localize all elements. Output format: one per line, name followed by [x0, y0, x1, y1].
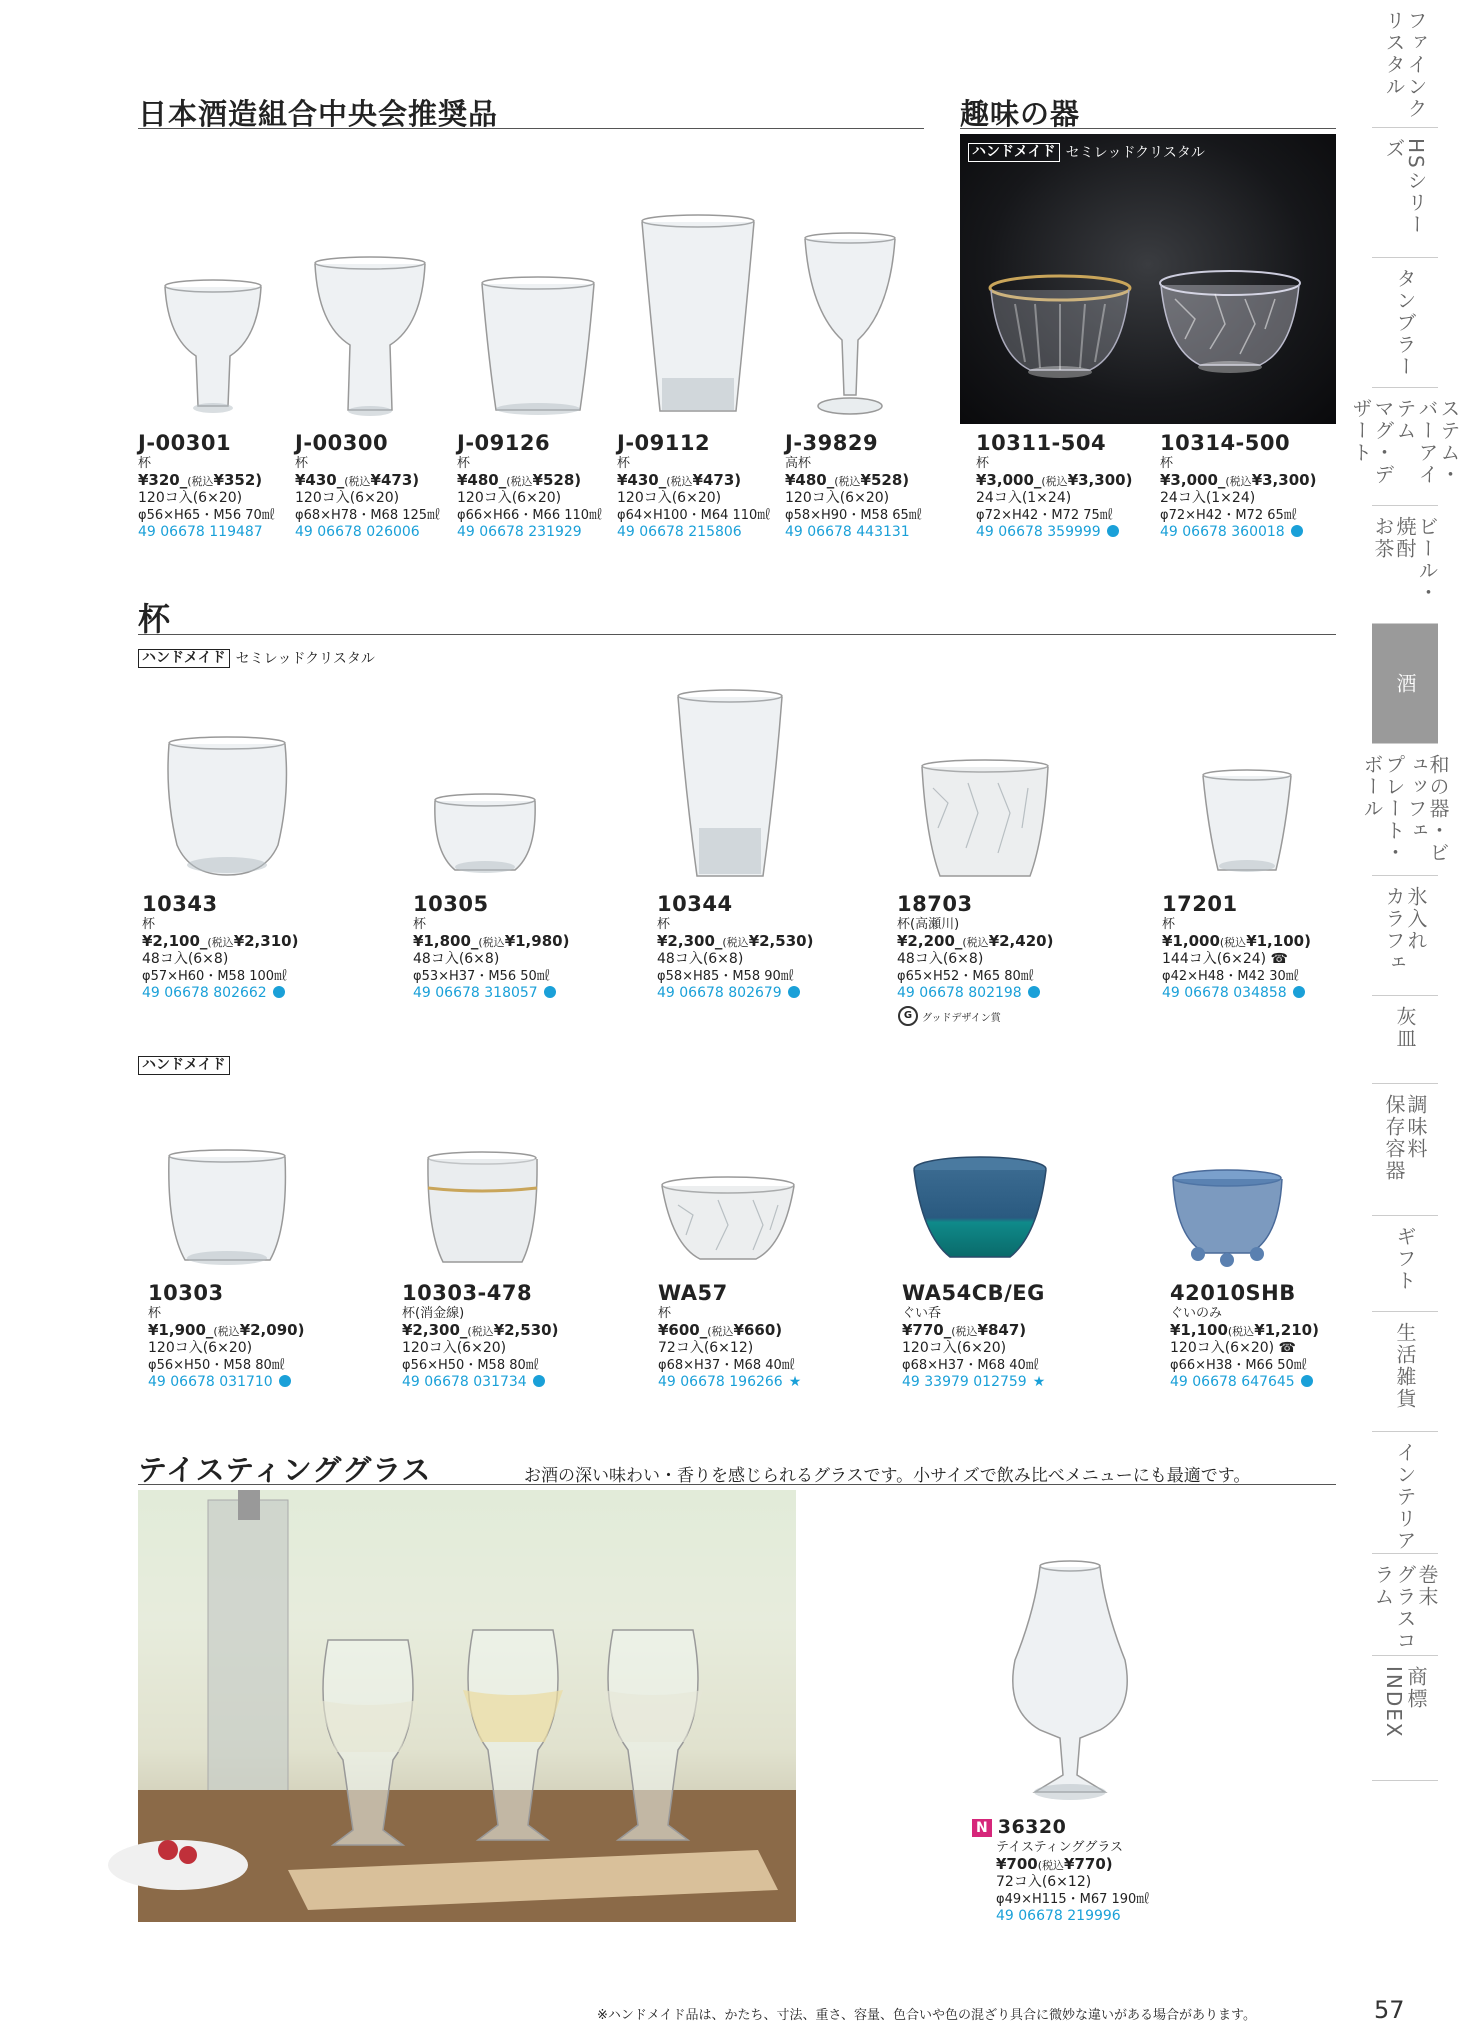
- product-quantity: 120コ入(6×20): [785, 490, 890, 506]
- product-code: J-09112: [617, 431, 711, 455]
- product-type: 杯: [413, 917, 427, 932]
- tasting-description: お酒の深い味わい・香りを感じられるグラスです。小サイズで飲み比べメニューにも最適です。: [524, 1466, 1251, 1486]
- product-code: 10303: [148, 1281, 224, 1305]
- product-dimensions: φ65×H52・M65 80㎖: [897, 969, 1034, 984]
- sake-cup-42010shb-image: [1170, 1168, 1285, 1268]
- section-rule: [960, 128, 1336, 129]
- product-price: ¥430_(税込¥473): [295, 471, 420, 489]
- stock-dot-icon: [533, 1375, 545, 1387]
- product-type: 杯: [295, 456, 309, 471]
- product-type: 杯: [976, 456, 990, 471]
- product-price: ¥770_(税込¥847): [902, 1321, 1027, 1339]
- side-tab-label: 灰皿: [1393, 1006, 1417, 1050]
- sake-cup-wa54cb-eg-image: [910, 1155, 1050, 1265]
- section-title-recommended: 日本酒造組合中央会推奨品: [138, 97, 499, 131]
- side-tab[interactable]: [1372, 506, 1438, 624]
- sake-cup-10344-image: [675, 688, 785, 883]
- good-design-icon: G: [898, 1006, 918, 1026]
- side-tab[interactable]: [1372, 1554, 1438, 1656]
- handmade-semi-lead-badge: ハンドメイド セミレッドクリスタル: [138, 648, 375, 668]
- product-type: テイスティンググラス: [996, 1840, 1124, 1855]
- sake-cup-10303-image: [165, 1148, 290, 1270]
- product-code: J-00300: [295, 431, 389, 455]
- product-price: ¥1,800_(税込¥1,980): [413, 932, 570, 950]
- product-jan-code: 49 06678 802198: [897, 985, 1053, 1002]
- product-dimensions: φ56×H65・M56 70㎖: [138, 508, 275, 523]
- good-design-award: G グッドデザイン賞: [898, 1006, 1001, 1026]
- product-price: ¥1,000(税込¥1,100): [1162, 932, 1311, 950]
- product-type: 杯: [457, 456, 471, 471]
- side-tab-label: 氷入れ カラフェ: [1382, 886, 1428, 974]
- product-jan-code: 49 06678 802679: [657, 985, 813, 1002]
- product-card: [902, 1282, 1045, 1391]
- product-jan-code: 49 06678 318057: [413, 985, 569, 1002]
- stock-dot-icon: [279, 1375, 291, 1387]
- product-quantity: 120コ入(6×20): [902, 1340, 1007, 1356]
- side-tab[interactable]: [1372, 1656, 1438, 1781]
- section-rule: [138, 128, 924, 129]
- product-dimensions: φ66×H38・M66 50㎖: [1170, 1358, 1307, 1373]
- product-jan-code: 49 06678 802662: [142, 985, 298, 1002]
- tasting-scene-illustration: [138, 1490, 796, 1922]
- product-type: 杯: [138, 456, 152, 471]
- sake-cup-17201-image: [1200, 768, 1295, 878]
- product-card: [413, 893, 569, 1002]
- product-price: ¥2,100_(税込¥2,310): [142, 932, 299, 950]
- product-price: ¥600_(税込¥660): [658, 1321, 783, 1339]
- product-card: [1160, 432, 1316, 541]
- stock-dot-icon: [1291, 525, 1303, 537]
- product-quantity: 48コ入(6×8): [657, 951, 744, 967]
- star-icon: ★: [788, 1374, 802, 1390]
- section-title-tasting: テイスティンググラス: [138, 1453, 432, 1487]
- product-code: WA57: [658, 1281, 728, 1305]
- product-dimensions: φ57×H60・M58 100㎖: [142, 969, 288, 984]
- product-price: ¥320_(税込¥352): [138, 471, 263, 489]
- product-code: J-09126: [457, 431, 551, 455]
- product-quantity: 72コ入(6×12): [996, 1874, 1092, 1890]
- handmade-badge: ハンドメイド セミレッドクリスタル: [968, 142, 1205, 162]
- side-tab[interactable]: [1372, 258, 1438, 388]
- product-card: [658, 1282, 801, 1391]
- product-card: [897, 893, 1053, 1002]
- product-code: 18703: [897, 892, 973, 916]
- product-jan-code: 49 06678 360018: [1160, 524, 1316, 541]
- product-card: [402, 1282, 558, 1391]
- product-code: 10314-500: [1160, 431, 1291, 455]
- side-tab-label: ギフト: [1393, 1226, 1417, 1292]
- handmade-badge: ハンドメイド: [138, 1056, 230, 1075]
- product-type: 杯: [1162, 917, 1176, 932]
- product-card: [138, 432, 275, 541]
- product-price: ¥1,900_(税込¥2,090): [148, 1321, 305, 1339]
- product-price: ¥3,000_(税込¥3,300): [976, 471, 1133, 489]
- product-jan-code: 49 06678 034858: [1162, 985, 1311, 1002]
- product-quantity: 48コ入(6×8): [897, 951, 984, 967]
- product-quantity: 120コ入(6×20) ☎: [1170, 1340, 1296, 1356]
- stock-dot-icon: [1293, 986, 1305, 998]
- sake-cup-j39829-image: [800, 230, 900, 420]
- product-price: ¥2,200_(税込¥2,420): [897, 932, 1054, 950]
- product-type: 高杯: [785, 456, 812, 471]
- side-tab[interactable]: [1372, 876, 1438, 996]
- footer-note: ※ハンドメイド品は、かたち、寸法、重さ、容量、色合いや色の混ざり具合に微妙な違いがある場合があります。: [597, 2008, 1256, 2023]
- product-dimensions: φ53×H37・M56 50㎖: [413, 969, 550, 984]
- product-jan-code: 49 06678 219996: [996, 1908, 1121, 1924]
- sake-cup-j00301-image: [158, 278, 268, 418]
- product-code: 10311-504: [976, 431, 1107, 455]
- product-type: ぐい呑: [902, 1306, 942, 1321]
- product-code: 10305: [413, 892, 489, 916]
- product-type: 杯: [658, 1306, 672, 1321]
- product-card: [976, 432, 1132, 541]
- sake-cup-10303-478-image: [425, 1150, 540, 1272]
- side-tab[interactable]: [1372, 1216, 1438, 1312]
- star-icon: ★: [1032, 1374, 1046, 1390]
- side-tab-label: 商標 INDEX: [1382, 1666, 1428, 1739]
- product-36320: [972, 1816, 1149, 1925]
- product-quantity: 120コ入(6×20): [148, 1340, 253, 1356]
- product-quantity: 48コ入(6×8): [142, 951, 229, 967]
- product-dimensions: φ42×H48・M42 30㎖: [1162, 969, 1299, 984]
- product-card: [142, 893, 298, 1002]
- product-dimensions: φ68×H37・M68 40㎖: [902, 1358, 1039, 1373]
- product-quantity: 120コ入(6×20): [457, 490, 562, 506]
- product-dimensions: φ72×H42・M72 75㎖: [976, 508, 1113, 523]
- product-quantity: 144コ入(6×24) ☎: [1162, 951, 1288, 967]
- new-badge: N: [972, 1819, 992, 1837]
- product-dimensions: φ58×H85・M58 90㎖: [657, 969, 794, 984]
- side-tab[interactable]: [1349, 388, 1461, 506]
- product-price: ¥430_(税込¥473): [617, 471, 742, 489]
- product-quantity: 120コ入(6×20): [617, 490, 722, 506]
- product-jan-code: 49 06678 443131: [785, 524, 910, 540]
- hobby-photo: [960, 134, 1336, 424]
- product-jan-code: 49 06678 231929: [457, 524, 582, 540]
- side-tab-label: 生活雑貨: [1393, 1322, 1417, 1410]
- product-card: [1162, 893, 1311, 1002]
- product-dimensions: φ58×H90・M58 65㎖: [785, 508, 922, 523]
- product-type: 杯: [148, 1306, 162, 1321]
- side-tab-label: ビール・焼酎 お茶: [1371, 516, 1439, 604]
- side-tab-label: ファインクリスタル: [1382, 10, 1428, 120]
- product-code: J-00301: [138, 431, 232, 455]
- side-index-tabs: [1349, 0, 1461, 2035]
- side-tab[interactable]: [1372, 1432, 1438, 1554]
- side-tab[interactable]: [1372, 1312, 1438, 1432]
- product-quantity: 120コ入(6×20): [402, 1340, 507, 1356]
- side-tab-label: 和の器・ビュッフェ プレート・ボール: [1360, 754, 1450, 864]
- product-dimensions: φ68×H78・M68 125㎖: [295, 508, 441, 523]
- side-tab[interactable]: [1360, 744, 1450, 876]
- product-price: ¥2,300_(税込¥2,530): [657, 932, 814, 950]
- sake-cup-18703-image: [918, 758, 1053, 883]
- product-card: [1170, 1282, 1319, 1391]
- product-type: 杯: [142, 917, 156, 932]
- stock-dot-icon: [1028, 986, 1040, 998]
- page-number: 57: [1374, 1996, 1405, 2024]
- sake-cup-10343-image: [165, 735, 290, 880]
- product-jan-code: 49 33979 012759 ★: [902, 1374, 1046, 1390]
- side-tab-label: タンブラー: [1393, 268, 1417, 378]
- product-price: ¥3,000_(税込¥3,300): [1160, 471, 1317, 489]
- product-jan-code: 49 06678 031710: [148, 1374, 304, 1391]
- product-jan-code: 49 06678 215806: [617, 524, 742, 540]
- glass-cup-gold-rim-image: [985, 274, 1135, 384]
- product-code: 10343: [142, 892, 218, 916]
- product-card: [295, 432, 440, 541]
- product-dimensions: φ68×H37・M68 40㎖: [658, 1358, 795, 1373]
- side-tab-label: インテリア: [1393, 1442, 1417, 1552]
- product-price: ¥480_(税込¥528): [457, 471, 582, 489]
- section-title-hobby: 趣味の器: [960, 97, 1081, 131]
- side-tab-label: ステム・バーアイテム マグ・デザート: [1349, 398, 1461, 486]
- product-price: ¥1,100(税込¥1,210): [1170, 1321, 1319, 1339]
- product-jan-code: 49 06678 026006: [295, 524, 420, 540]
- product-card: [657, 893, 813, 1002]
- product-card: [617, 432, 770, 541]
- product-price: ¥480_(税込¥528): [785, 471, 910, 489]
- side-tab[interactable]: [1372, 624, 1438, 744]
- product-dimensions: φ56×H50・M58 80㎖: [402, 1358, 539, 1373]
- product-jan-code: 49 06678 031734: [402, 1374, 558, 1391]
- product-type: ぐいのみ: [1170, 1306, 1223, 1321]
- stock-dot-icon: [1107, 525, 1119, 537]
- product-jan-code: 49 06678 359999: [976, 524, 1132, 541]
- product-quantity: 120コ入(6×20): [138, 490, 243, 506]
- product-type: 杯(高瀬川): [897, 917, 960, 932]
- product-code: J-39829: [785, 431, 879, 455]
- product-card: [785, 432, 922, 541]
- product-code: 42010SHB: [1170, 1281, 1296, 1305]
- side-tab-label: 調味料 保存容器: [1382, 1094, 1428, 1182]
- product-jan-code: 49 06678 119487: [138, 524, 263, 540]
- sake-cup-j00300-image: [310, 255, 430, 420]
- side-tab[interactable]: [1372, 128, 1438, 258]
- product-dimensions: φ72×H42・M72 65㎖: [1160, 508, 1297, 523]
- product-quantity: 120コ入(6×20): [295, 490, 400, 506]
- product-jan-code: 49 06678 196266 ★: [658, 1374, 802, 1390]
- section-title-cups: 杯: [138, 600, 172, 638]
- product-dimensions: φ56×H50・M58 80㎖: [148, 1358, 285, 1373]
- section-rule: [138, 1484, 1336, 1485]
- sake-cup-wa57-image: [658, 1175, 798, 1265]
- product-price: ¥700(税込¥770): [996, 1855, 1113, 1873]
- product-quantity: 24コ入(1×24): [1160, 490, 1256, 506]
- product-type: 杯: [617, 456, 631, 471]
- sake-cup-j09112-image: [638, 213, 758, 420]
- stock-dot-icon: [544, 986, 556, 998]
- stock-dot-icon: [273, 986, 285, 998]
- side-tab-label: 酒: [1393, 672, 1417, 695]
- stock-dot-icon: [788, 986, 800, 998]
- product-dimensions: φ66×H66・M66 110㎖: [457, 508, 603, 523]
- product-code: 10344: [657, 892, 733, 916]
- product-price: ¥2,300_(税込¥2,530): [402, 1321, 559, 1339]
- sake-cup-j09126-image: [478, 275, 598, 420]
- product-type: 杯(消金線): [402, 1306, 465, 1321]
- product-code: WA54CB/EG: [902, 1281, 1045, 1305]
- product-code: 10303-478: [402, 1281, 533, 1305]
- side-tab[interactable]: [1372, 1084, 1438, 1216]
- product-dimensions: φ49×H115・M67 190㎖: [996, 1892, 1150, 1907]
- glass-cup-textured-image: [1155, 269, 1305, 379]
- product-quantity: 72コ入(6×12): [658, 1340, 754, 1356]
- product-jan-code: 49 06678 647645: [1170, 1374, 1319, 1391]
- product-code-row: [972, 1816, 1149, 1839]
- section-rule: [138, 634, 1336, 635]
- tasting-photo: [138, 1490, 796, 1922]
- product-card: [148, 1282, 304, 1391]
- side-tab[interactable]: [1372, 996, 1438, 1084]
- product-type: 杯: [1160, 456, 1174, 471]
- side-tab-label: HSシリーズ: [1382, 138, 1428, 236]
- product-quantity: 24コ入(1×24): [976, 490, 1072, 506]
- product-quantity: 48コ入(6×8): [413, 951, 500, 967]
- sake-cup-10305-image: [430, 792, 540, 880]
- side-tab-label: 巻末 グラスコラム: [1371, 1564, 1439, 1652]
- product-code: 17201: [1162, 892, 1238, 916]
- product-card: [457, 432, 602, 541]
- tasting-glass-36320-image: [1005, 1560, 1135, 1805]
- side-tab[interactable]: [1372, 0, 1438, 128]
- product-dimensions: φ64×H100・M64 110㎖: [617, 508, 771, 523]
- product-code: 36320: [997, 1816, 1067, 1838]
- stock-dot-icon: [1301, 1375, 1313, 1387]
- product-type: 杯: [657, 917, 671, 932]
